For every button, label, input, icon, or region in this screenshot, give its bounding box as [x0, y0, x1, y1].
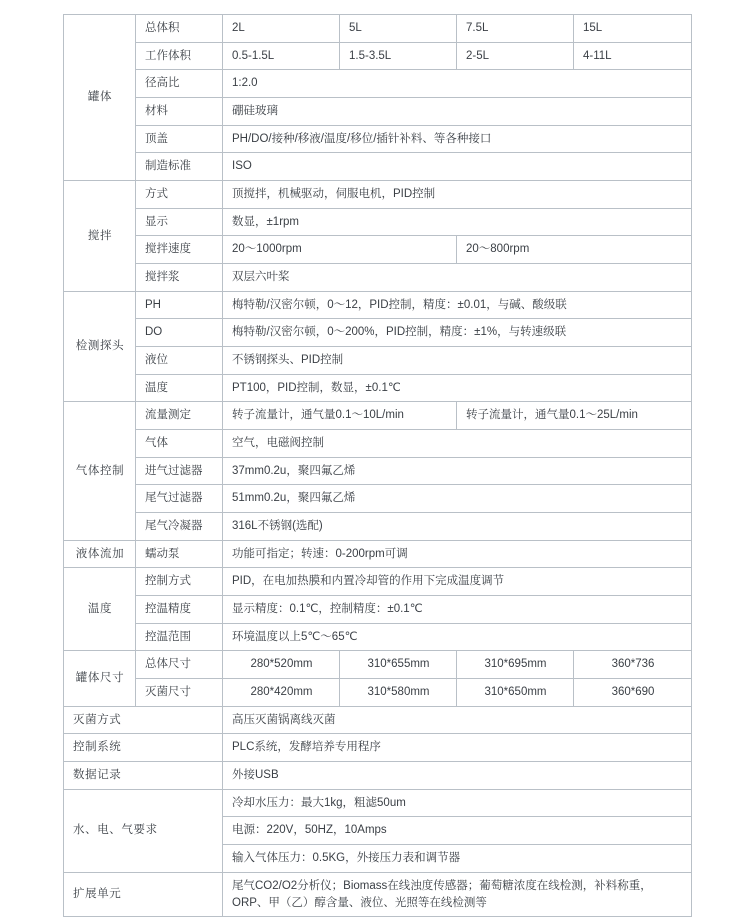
table-row	[64, 485, 692, 513]
spec-group-label: 扩展单元	[64, 872, 223, 916]
spec-group-label: 气体控制	[64, 402, 136, 540]
spec-value-cell: 功能可指定；转速：0-200rpm可调	[223, 540, 692, 568]
spec-value-cell: 高压灭菌锅离线灭菌	[223, 706, 692, 734]
table-row	[64, 734, 692, 762]
spec-value-cell: 37mm0.2u，聚四氟乙烯	[223, 457, 692, 485]
spec-row-label: 蠕动泵	[136, 540, 223, 568]
spec-value-cell: PLC系统，发酵培养专用程序	[223, 734, 692, 762]
spec-row-label: 控温精度	[136, 596, 223, 624]
spec-row-label: 控温范围	[136, 623, 223, 651]
spec-table-body	[64, 15, 692, 917]
table-row	[64, 153, 692, 181]
spec-value-cell: 280*520mm	[223, 651, 340, 679]
table-row	[64, 264, 692, 292]
table-row	[64, 347, 692, 375]
spec-value-cell: 梅特勒/汉密尔顿，0～12，PID控制，精度：±0.01，与碱、酸级联	[223, 291, 692, 319]
table-row	[64, 430, 692, 458]
spec-row-label: 温度	[136, 374, 223, 402]
spec-value-cell: 梅特勒/汉密尔顿，0～200%，PID控制，精度：±1%，与转速级联	[223, 319, 692, 347]
spec-value-cell: 数显，±1rpm	[223, 208, 692, 236]
spec-value-cell: PT100，PID控制，数显，±0.1℃	[223, 374, 692, 402]
spec-group-label: 温度	[64, 568, 136, 651]
table-row	[64, 70, 692, 98]
spec-value-cell: 310*655mm	[340, 651, 457, 679]
spec-group-label: 控制系统	[64, 734, 223, 762]
spec-group-label: 罐体尺寸	[64, 651, 136, 706]
spec-row-label: 流量测定	[136, 402, 223, 430]
table-row	[64, 181, 692, 209]
table-row	[64, 236, 692, 264]
spec-value-cell: ISO	[223, 153, 692, 181]
spec-value-cell: 310*580mm	[340, 679, 457, 707]
spec-row-label: 尾气过滤器	[136, 485, 223, 513]
spec-row-label: 显示	[136, 208, 223, 236]
spec-group-label: 搅拌	[64, 181, 136, 292]
table-row	[64, 513, 692, 541]
spec-value-cell: 1.5-3.5L	[340, 42, 457, 70]
spec-group-label: 检测探头	[64, 291, 136, 402]
table-row	[64, 374, 692, 402]
spec-value-cell: 1:2.0	[223, 70, 692, 98]
table-row	[64, 208, 692, 236]
spec-value-cell: 尾气CO2/O2分析仪；Biomass在线浊度传感器；葡萄糖浓度在线检测，补料称重，ORP、甲（乙）醇含量、液位、光照等在线检测等	[223, 872, 692, 916]
spec-value-cell: 硼硅玻璃	[223, 98, 692, 126]
spec-value-cell: 360*736	[574, 651, 692, 679]
spec-table-container	[63, 14, 691, 917]
spec-row-label: 总体尺寸	[136, 651, 223, 679]
table-row	[64, 402, 692, 430]
spec-group-label: 液体流加	[64, 540, 136, 568]
spec-value-cell: 0.5-1.5L	[223, 42, 340, 70]
spec-value-cell: 280*420mm	[223, 679, 340, 707]
spec-row-label: 径高比	[136, 70, 223, 98]
spec-value-cell: 310*695mm	[457, 651, 574, 679]
table-row	[64, 872, 692, 916]
table-row	[64, 42, 692, 70]
spec-row-label: 顶盖	[136, 125, 223, 153]
spec-row-label: 总体积	[136, 15, 223, 43]
spec-value-cell: 输入气体压力：0.5KG，外接压力表和调节器	[223, 845, 692, 873]
table-row	[64, 540, 692, 568]
spec-value-cell: 2-5L	[457, 42, 574, 70]
table-row	[64, 98, 692, 126]
table-row	[64, 15, 692, 43]
spec-row-label: 方式	[136, 181, 223, 209]
spec-value-cell: 不锈钢探头、PID控制	[223, 347, 692, 375]
table-row	[64, 291, 692, 319]
table-row	[64, 623, 692, 651]
spec-row-label: 控制方式	[136, 568, 223, 596]
spec-row-label: 制造标准	[136, 153, 223, 181]
spec-value-cell: PID，在电加热膜和内置冷却管的作用下完成温度调节	[223, 568, 692, 596]
spec-value-cell: 外接USB	[223, 762, 692, 790]
table-row	[64, 789, 692, 817]
table-row	[64, 568, 692, 596]
spec-value-cell: 2L	[223, 15, 340, 43]
table-row	[64, 319, 692, 347]
spec-value-cell: 7.5L	[457, 15, 574, 43]
spec-row-label: 灭菌尺寸	[136, 679, 223, 707]
spec-row-label: DO	[136, 319, 223, 347]
table-row	[64, 706, 692, 734]
spec-value-cell: 5L	[340, 15, 457, 43]
spec-row-label: 材料	[136, 98, 223, 126]
table-row	[64, 651, 692, 679]
spec-group-label: 灭菌方式	[64, 706, 223, 734]
spec-value-cell: 转子流量计，通气量0.1～10L/min	[223, 402, 457, 430]
specification-table	[63, 14, 692, 917]
spec-row-label: 搅拌浆	[136, 264, 223, 292]
spec-value-cell: 360*690	[574, 679, 692, 707]
table-row	[64, 125, 692, 153]
spec-row-label: 尾气冷凝器	[136, 513, 223, 541]
spec-value-cell: 15L	[574, 15, 692, 43]
spec-group-label: 水、电、气要求	[64, 789, 223, 872]
spec-value-cell: 20～800rpm	[457, 236, 692, 264]
spec-row-label: 气体	[136, 430, 223, 458]
spec-row-label: 工作体积	[136, 42, 223, 70]
table-row	[64, 457, 692, 485]
spec-value-cell: 51mm0.2u，聚四氟乙烯	[223, 485, 692, 513]
spec-value-cell: 转子流量计，通气量0.1～25L/min	[457, 402, 692, 430]
spec-value-cell: 显示精度：0.1℃，控制精度：±0.1℃	[223, 596, 692, 624]
spec-row-label: 液位	[136, 347, 223, 375]
spec-row-label: PH	[136, 291, 223, 319]
spec-value-cell: 电源：220V，50HZ，10Amps	[223, 817, 692, 845]
spec-group-label: 罐体	[64, 15, 136, 181]
spec-value-cell: PH/DO/接种/移液/温度/移位/插针补料、等各种接口	[223, 125, 692, 153]
table-row	[64, 596, 692, 624]
spec-value-cell: 冷却水压力：最大1kg，粗滤50um	[223, 789, 692, 817]
spec-row-label: 进气过滤器	[136, 457, 223, 485]
spec-value-cell: 316L不锈钢(选配)	[223, 513, 692, 541]
spec-value-cell: 4-11L	[574, 42, 692, 70]
table-row	[64, 762, 692, 790]
spec-value-cell: 空气，电磁阀控制	[223, 430, 692, 458]
table-row	[64, 679, 692, 707]
spec-value-cell: 顶搅拌，机械驱动，伺服电机，PID控制	[223, 181, 692, 209]
spec-value-cell: 20～1000rpm	[223, 236, 457, 264]
spec-value-cell: 环境温度以上5℃～65℃	[223, 623, 692, 651]
spec-value-cell: 双层六叶桨	[223, 264, 692, 292]
spec-value-cell: 310*650mm	[457, 679, 574, 707]
spec-group-label: 数据记录	[64, 762, 223, 790]
spec-row-label: 搅拌速度	[136, 236, 223, 264]
